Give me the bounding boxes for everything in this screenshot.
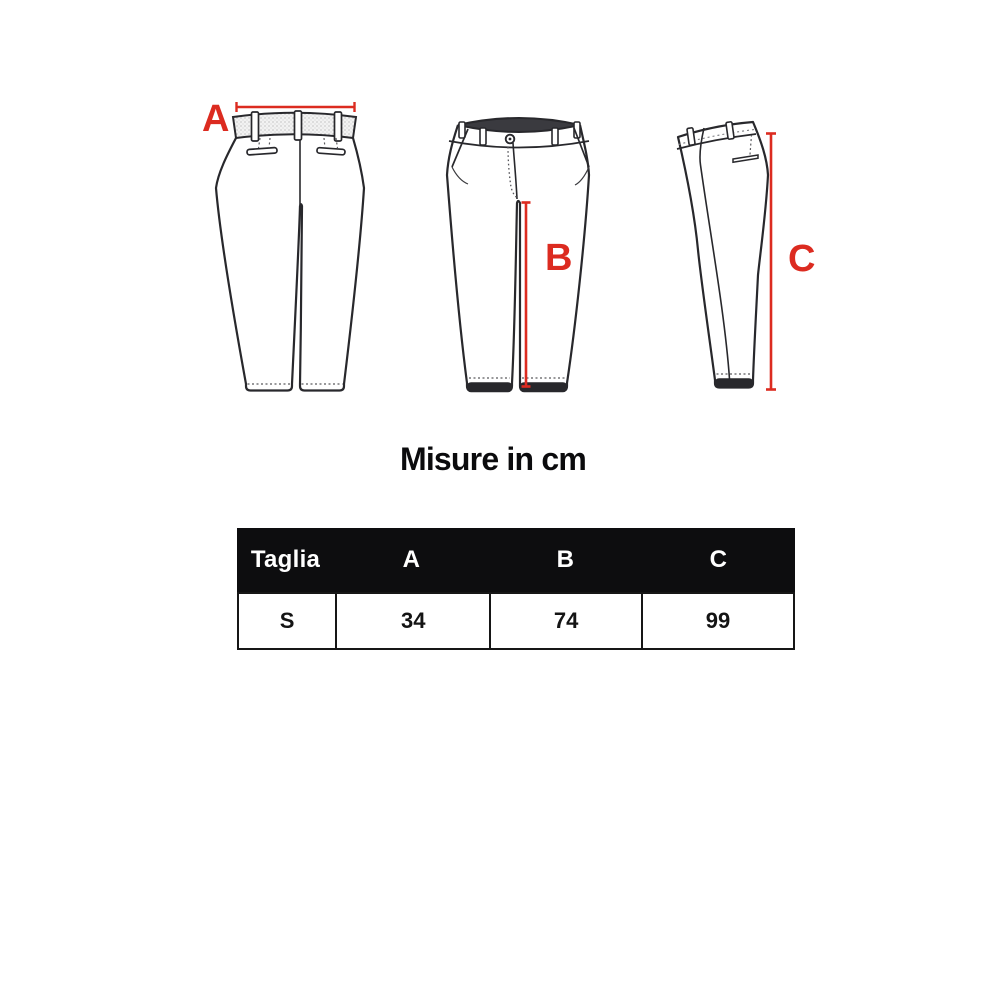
size-table-header-a: A: [402, 546, 421, 573]
size-table-header-taglia: Taglia: [250, 546, 321, 573]
measure-label-b: B: [545, 237, 573, 279]
size-table-data-row: [237, 592, 795, 650]
belt-loop: [726, 122, 734, 140]
size-cell-b: 74: [489, 594, 641, 648]
pants-front-view-drawing: [428, 98, 618, 403]
belt-loop: [335, 112, 342, 141]
belt-loop: [459, 122, 465, 138]
pants-side-view-drawing: [655, 103, 805, 401]
belt-loop: [687, 128, 695, 146]
size-cell-c: 99: [641, 594, 793, 648]
welt-pocket: [247, 147, 277, 155]
waist-button-center: [509, 138, 512, 141]
size-table: [237, 528, 795, 650]
size-cell-a: 34: [335, 594, 489, 648]
belt-loop: [252, 112, 259, 141]
belt-loop: [552, 128, 558, 145]
size-table-header-b: B: [556, 546, 575, 573]
belt-loop: [480, 128, 486, 145]
measure-label-a: A: [202, 98, 230, 140]
pants-side-body: [677, 122, 768, 388]
hem-opening: [715, 379, 753, 388]
size-table-header-c: C: [709, 546, 728, 573]
measure-label-c: C: [788, 238, 816, 280]
hem-opening: [467, 383, 512, 392]
size-cell-taglia: S: [279, 608, 295, 633]
belt-loop: [295, 111, 302, 140]
page-title: Misure in cm: [399, 441, 586, 477]
size-table-header-row: [237, 528, 795, 592]
pants-back-body: [216, 111, 364, 391]
welt-pocket: [317, 148, 345, 155]
